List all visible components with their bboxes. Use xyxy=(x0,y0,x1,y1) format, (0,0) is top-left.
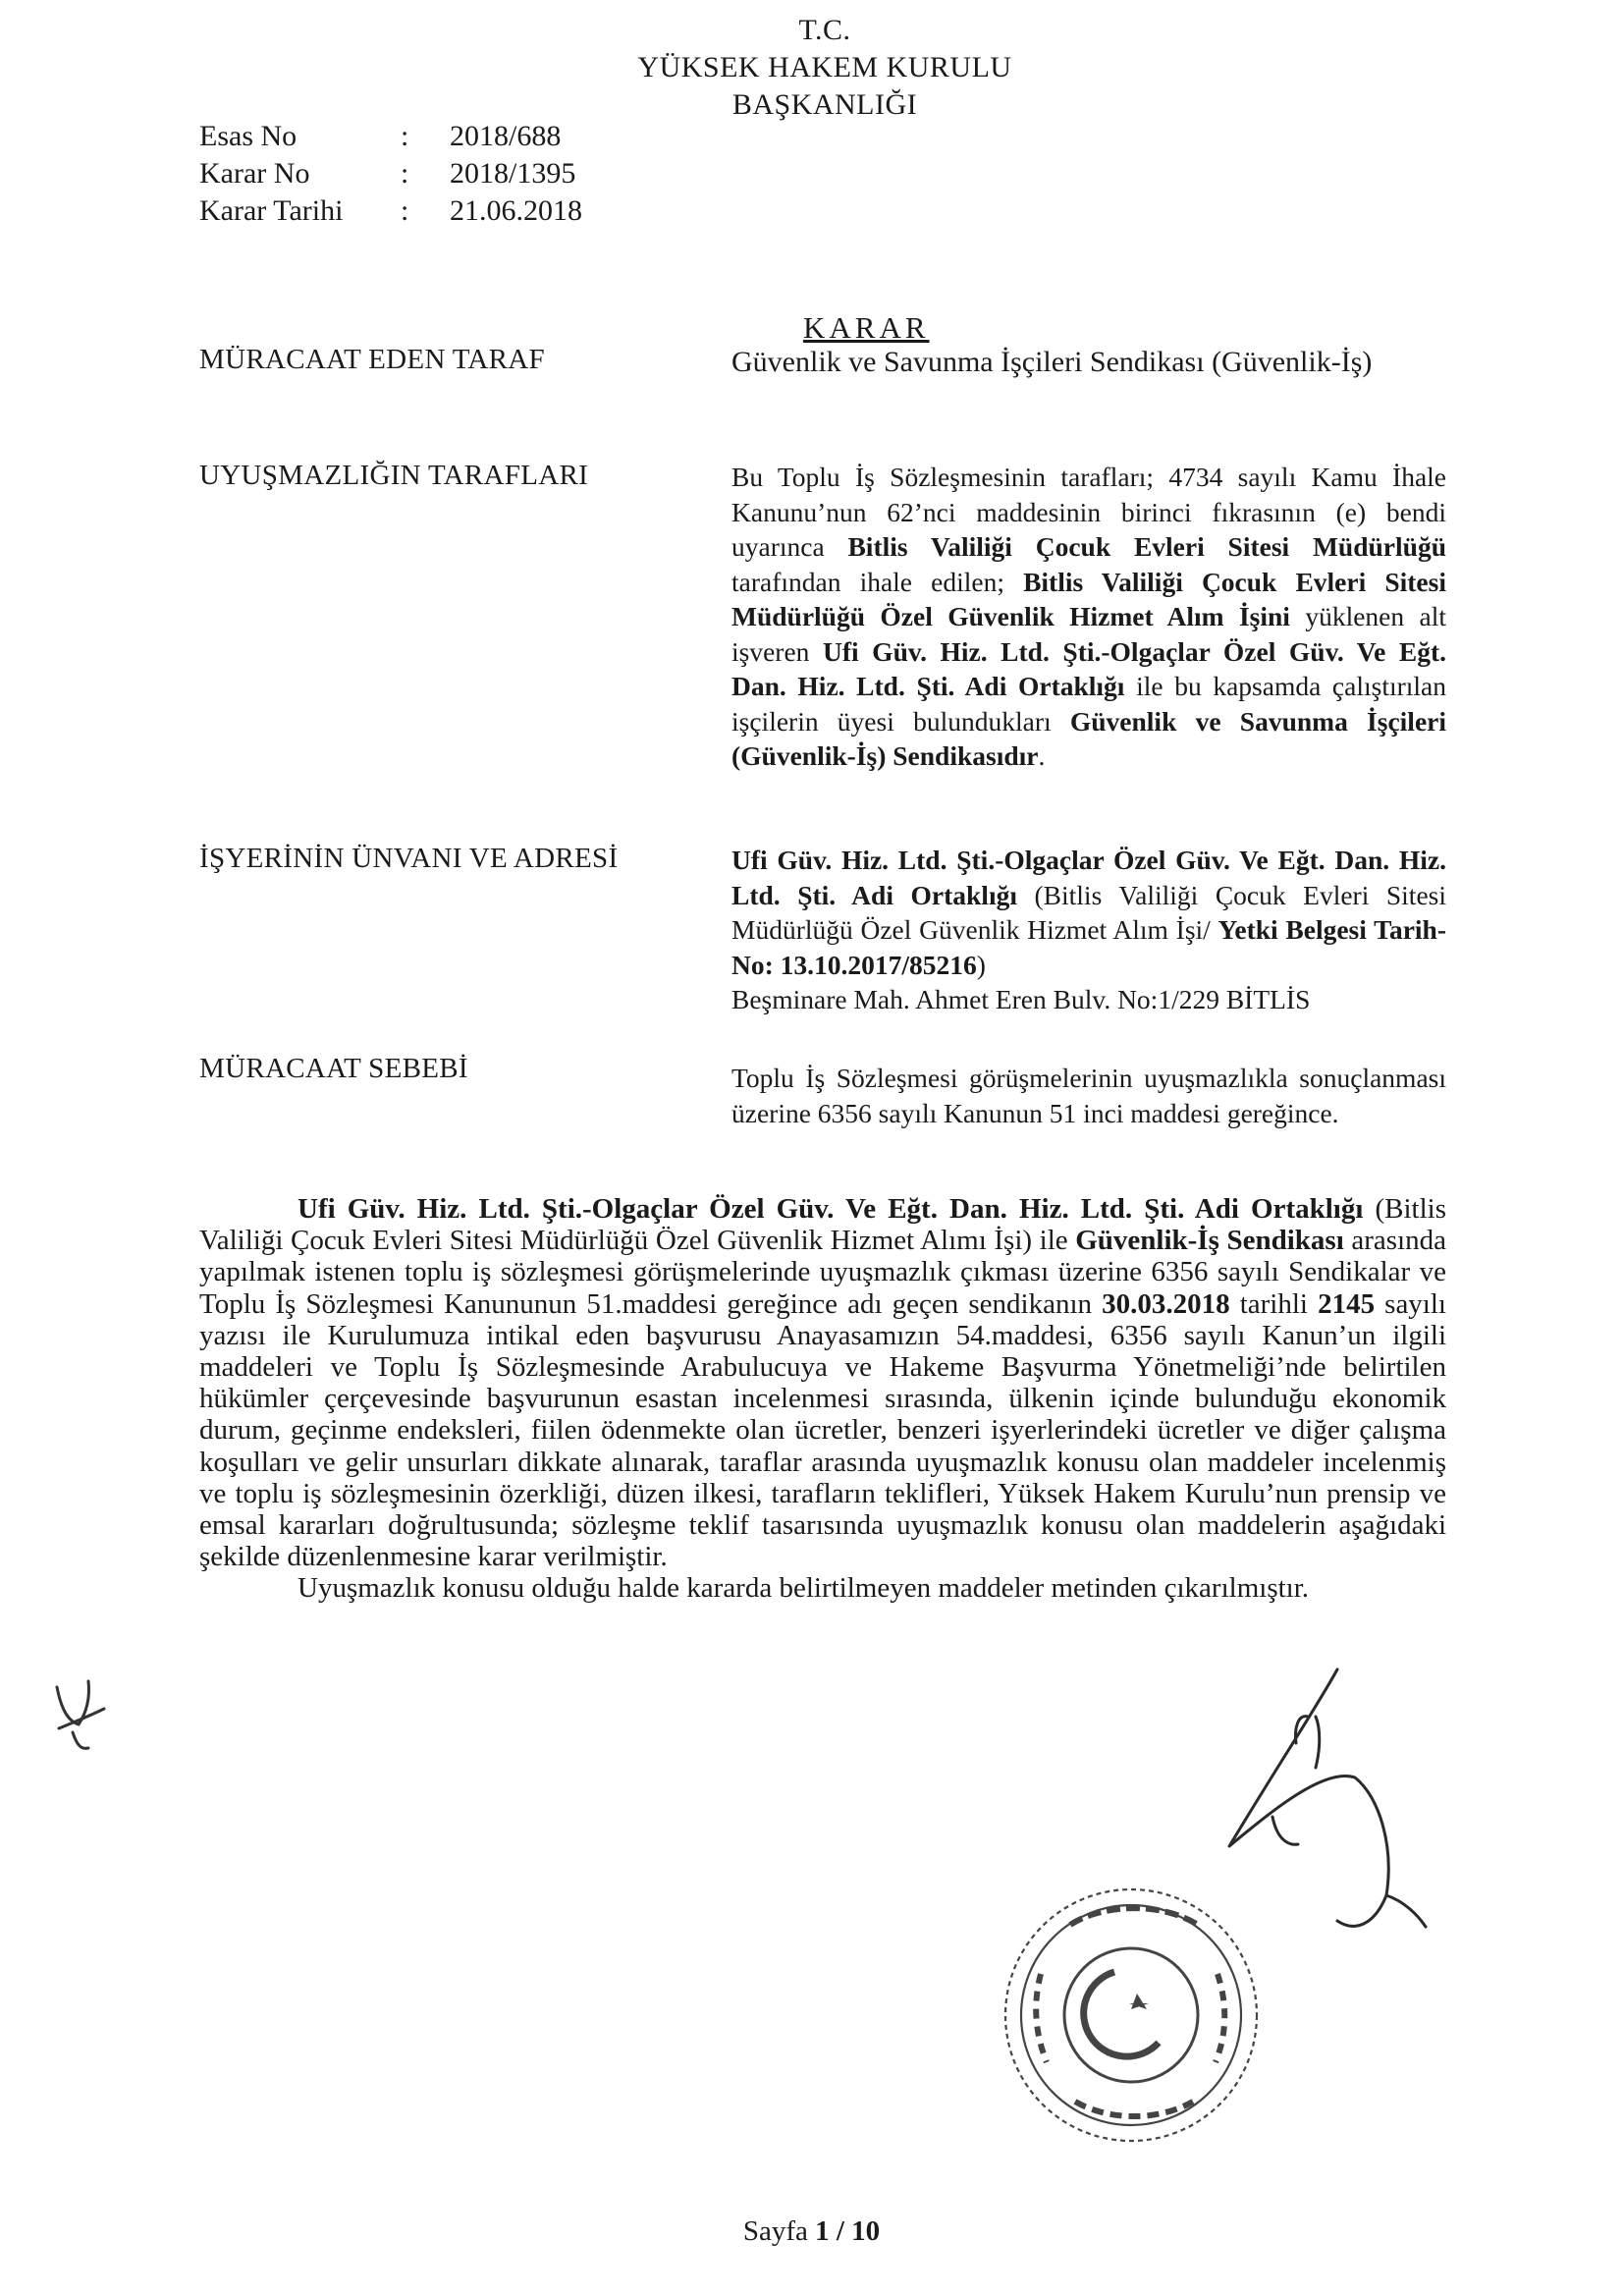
reason-label: MÜRACAAT SEBEBİ xyxy=(199,1053,468,1084)
parties-bold-part: Güvenlik ve Savunma İşçileri (Güvenlik-İş) Sendikasıdır xyxy=(731,705,1446,771)
esas-label: Esas No xyxy=(199,120,298,152)
workplace-bold-part: Yetki Belgesi Tarih-No: 13.10.2017/85216 xyxy=(731,914,1446,980)
body-bold-part: Güvenlik-İş Sendikası xyxy=(1075,1225,1344,1257)
workplace-text-part: ) xyxy=(976,949,986,980)
body-paragraph-2: Uyuşmazlık konusu olduğu halde kararda belirtilmeyen maddeler metinden çıkarılmıştır. xyxy=(298,1572,1310,1605)
margin-initial-mark xyxy=(57,1681,104,1748)
signature-mark xyxy=(1229,1669,1426,1927)
body-text-part: (Bitlis Valiliği Çocuk Evleri Sitesi Müdürlüğü Özel Güvenlik Hizmet Alımı İşi) ile xyxy=(199,1193,1447,1257)
header-presidency: BAŞKANLIĞI xyxy=(731,88,918,121)
parties-bold-part: Ufi Güv. Hiz. Ltd. Şti.-Olgaçlar Özel Güv. Ve Eğt. Dan. Hiz. Ltd. Şti. Adi Ortaklığı xyxy=(731,635,1446,701)
karar-value: 2018/1395 xyxy=(450,157,576,190)
workplace-address: Beşminare Mah. Ahmet Eren Bulv. No:1/229 BİTLİS xyxy=(731,984,1311,1014)
esas-value: 2018/688 xyxy=(450,120,562,152)
body-text-part: sayılı yazısı ile Kurulumuza intikal eden başvurusu Anayasamızın 54.maddesi, 6356 sayılı Kanun’un ilgili maddeleri ve Toplu İş Sözleşmesinde Arabulucuya ve Hakeme Başvurma Yönetmeliği’nde belirtilen hükümler çerçevesinde başvurunun esastan incelenmesi sırasında, ülkenin içinde bulunduğu ekonomik durum, geçinme endeksleri, fiilen ödenmekte olan ücretler, benzeri işyerlerindeki ücretler ve diğer çalışma koşulları ve gelir unsurları dikkate alınarak, taraflar arasında uyuşmazlık konusu olan maddeler incelenmiş ve toplu iş sözleşmesinin özerkliği, düzen ilkesi, tarafların teklifleri, Yüksek Hakem Kurulu’nun prensip ve emsal kararları doğrultusunda; sözleşme teklif tasarısında uyuşmazlık konusu olan maddelerin aşağıdaki şekilde düzenlenmesine karar verilmiştir. xyxy=(199,1287,1446,1573)
karar-label: Karar No xyxy=(199,157,310,190)
parties-text-part: Bu Toplu İş Sözleşmesinin tarafları; 4734 sayılı Kamu İhale Kanunu’nun 62’nci maddesinin birinci fıkrasının (e) bendi uyarınca xyxy=(731,462,1446,562)
tarih-value: 21.06.2018 xyxy=(450,194,582,227)
parties-text-part: yüklenen alt işveren xyxy=(731,601,1446,667)
workplace-bold-part: Ufi Güv. Hiz. Ltd. Şti.-Olgaçlar Özel Güv. Ve Eğt. Dan. Hiz. Ltd. Şti. Adi Ortaklığı xyxy=(731,845,1446,910)
header-institution: YÜKSEK HAKEM KURULU xyxy=(637,51,1012,83)
parties-bold-part: Bitlis Valiliği Çocuk Evleri Sitesi Müdürlüğü Özel Güvenlik Hizmet Alım İşini xyxy=(731,566,1446,631)
parties-bold-part: Bitlis Valiliği Çocuk Evleri Sitesi Müdürlüğü xyxy=(847,531,1446,562)
body-bold-part: Ufi Güv. Hiz. Ltd. Şti.-Olgaçlar Özel Güv. Ve Eğt. Dan. Hiz. Ltd. Şti. Adi Ortaklığı xyxy=(298,1193,1364,1225)
workplace-label: İŞYERİNİN ÜNVANI VE ADRESİ xyxy=(199,843,619,874)
karar-colon: : xyxy=(401,157,409,190)
page-prefix: Sayfa xyxy=(742,2215,816,2247)
parties-label: UYUŞMAZLIĞIN TARAFLARI xyxy=(199,460,589,491)
tarih-colon: : xyxy=(401,194,409,227)
header-tc: T.C. xyxy=(798,14,851,46)
body-bold-part: 30.03.2018 xyxy=(1102,1287,1230,1320)
document-title: KARAR xyxy=(803,310,930,345)
body-text-part: arasında yapılmak istenen toplu iş sözleşmesi görüşmelerinde uyuşmazlık çıkması üzerine 6356 sayılı Sendikalar ve Toplu İş Sözleşmesi Kanununun 51.maddesi gereğince adı geçen sendikanın xyxy=(199,1225,1446,1320)
reason-text: Toplu İş Sözleşmesi görüşmelerinin uyuşmazlıkla sonuçlanması üzerine 6356 sayılı Kanunun 51 inci maddesi gereğince. xyxy=(731,1063,1446,1128)
parties-text-part: tarafından ihale edilen; xyxy=(731,566,1024,597)
page-footer xyxy=(0,2215,1623,2248)
workplace-text-part: (Bitlis Valiliği Çocuk Evleri Sitesi Müdürlüğü Özel Güvenlik Hizmet Alım İşi/ xyxy=(731,879,1446,945)
body-text-part: tarihli xyxy=(1229,1287,1319,1320)
applicant-label: MÜRACAAT EDEN TARAF xyxy=(199,344,545,375)
page-number: 1 / 10 xyxy=(815,2215,881,2247)
esas-colon: : xyxy=(401,120,409,152)
body-bold-part: 2145 xyxy=(1318,1287,1376,1320)
parties-text-part: . xyxy=(1038,740,1046,771)
applicant-text: Güvenlik ve Savunma İşçileri Sendikası (Güvenlik-İş) xyxy=(731,346,1373,378)
parties-text-part: ile bu kapsamda çalıştırılan işçilerin üyesi bulundukları xyxy=(731,671,1447,737)
official-seal xyxy=(1005,1889,1257,2141)
tarih-label: Karar Tarihi xyxy=(199,194,344,227)
